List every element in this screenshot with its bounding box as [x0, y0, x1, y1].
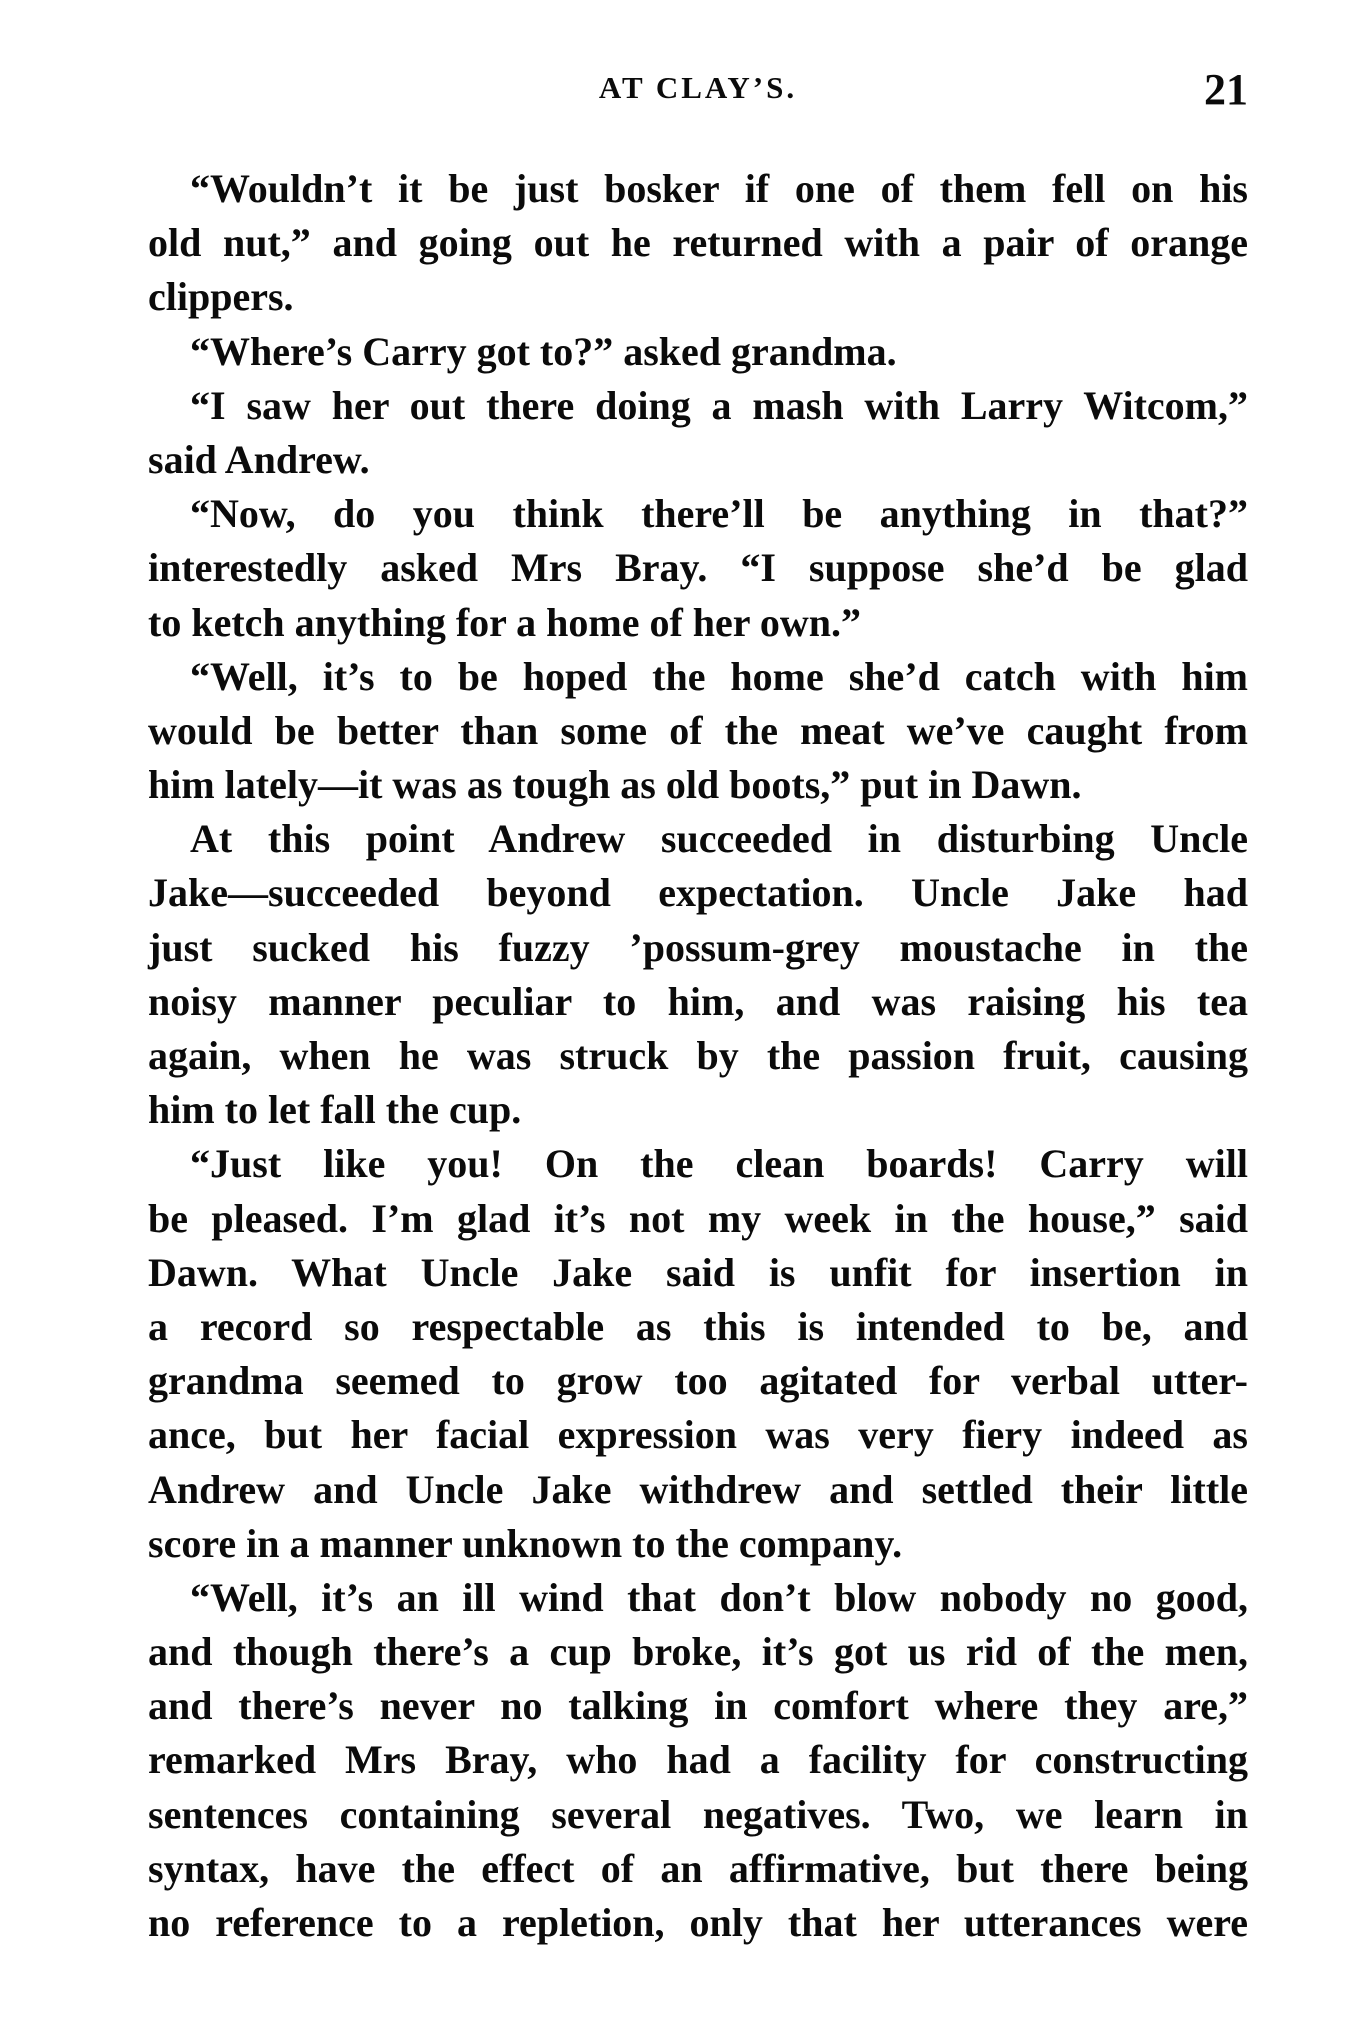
text-line: score in a manner unknown to the company. — [148, 1520, 903, 1566]
text-line: “Now, do you think there’ll be anything in that?” — [190, 491, 1248, 537]
text-line: interestedly asked Mrs Bray. “I suppose she’d be glad — [148, 545, 1248, 591]
text-line: Jake—succeeded beyond expectation. Uncle Jake had — [148, 870, 1248, 916]
text-line: ance, but her facial expression was very fiery indeed as — [148, 1412, 1248, 1458]
text-line: Dawn. What Uncle Jake said is unfit for insertion in — [148, 1249, 1248, 1295]
text-line: him lately—it was as tough as old boots,” put in Dawn. — [148, 762, 1082, 808]
text-line: “Wouldn’t it be just bosker if one of them fell on his — [190, 166, 1248, 211]
text-line: be pleased. I’m glad it’s not my week in the house,” said — [148, 1195, 1248, 1241]
text-line: “Where’s Carry got to?” asked grandma. — [190, 328, 897, 374]
text-line: a record so respectable as this is intended to be, and — [148, 1303, 1248, 1349]
text-line: said Andrew. — [148, 436, 370, 482]
text-line: him to let fall the cup. — [148, 1087, 522, 1133]
text-line: remarked Mrs Bray, who had a facility for constructing — [148, 1737, 1248, 1783]
text-line: again, when he was struck by the passion fruit, causing — [148, 1033, 1248, 1078]
text-line: “Just like you! On the clean boards! Carry will — [190, 1141, 1248, 1187]
text-line: just sucked his fuzzy ’possum-grey moustache in the — [148, 924, 1248, 970]
text-line: “Well, it’s to be hoped the home she’d catch with him — [190, 653, 1248, 699]
text-line: no reference to a repletion, only that her utterances were — [148, 1900, 1248, 1945]
text-line: “I saw her out there doing a mash with Larry Witcom,” — [190, 382, 1248, 428]
running-title: AT CLAY’S. — [598, 70, 798, 105]
text-line: clippers. — [148, 274, 294, 320]
text-line: syntax, have the effect of an affirmative, but there being — [148, 1845, 1248, 1891]
text-line: noisy manner peculiar to him, and was raising his tea — [148, 978, 1248, 1024]
text-line: and there’s never no talking in comfort where they are,” — [148, 1683, 1248, 1729]
text-line: and though there’s a cup broke, it’s got us rid of the men, — [148, 1629, 1248, 1675]
text-line: old nut,” and going out he returned with a pair of orange — [148, 220, 1248, 266]
page-number: 21 — [1204, 65, 1248, 114]
text-line: Andrew and Uncle Jake withdrew and settled their little — [148, 1466, 1248, 1512]
text-line: to ketch anything for a home of her own.” — [148, 599, 861, 645]
body-text — [148, 162, 1248, 1950]
text-line: At this point Andrew succeeded in disturbing Uncle — [190, 816, 1248, 862]
text-line: grandma seemed to grow too agitated for verbal utter- — [148, 1358, 1248, 1404]
text-line: sentences containing several negatives. Two, we learn in — [148, 1791, 1248, 1837]
running-head — [148, 66, 1248, 118]
text-line: would be better than some of the meat we’ve caught from — [148, 707, 1248, 753]
text-line: “Well, it’s an ill wind that don’t blow nobody no good, — [190, 1574, 1248, 1620]
